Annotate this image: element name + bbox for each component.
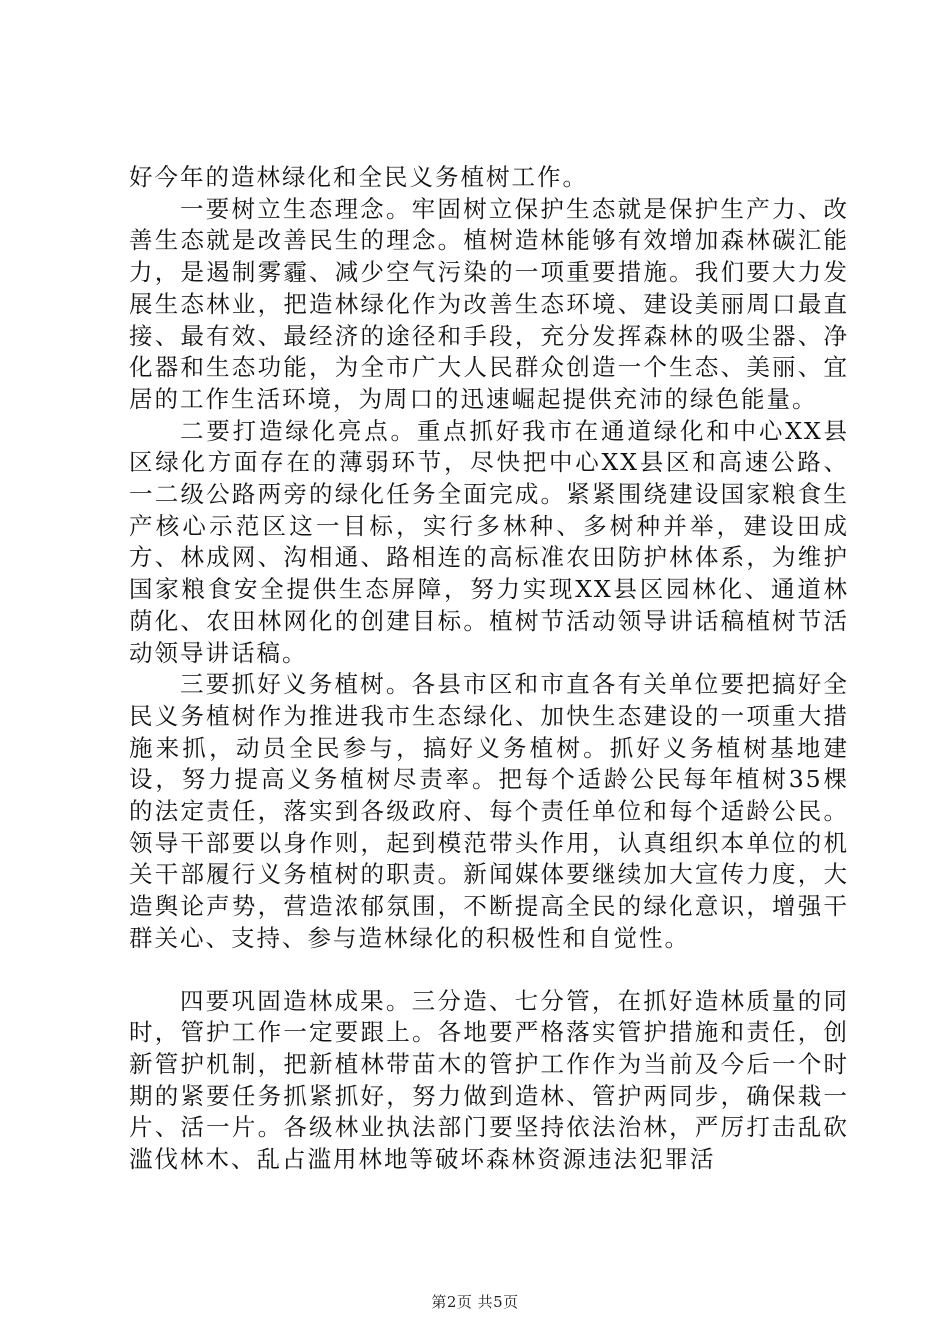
document-body <box>129 162 849 1176</box>
paragraph-greening-highlights: 二要打造绿化亮点。重点抓好我市在通道绿化和中心XX县区绿化方面存在的薄弱环节，尽快把中心XX县区和高速公路、一二级公路两旁的绿化任务全面完成。紧紧围绕建设国家粮食生产核心示范区这一目标，实行多林种、多树种并举，建设田成方、林成网、沟相通、路相连的高标准农田防护林体系，为维护国家粮食安全提供生态屏障，努力实现XX县区园林化、通道林荫化、农田林网化的创建目标。植树节活动领导讲话稿植树节活动领导讲话稿。 <box>129 416 849 667</box>
paragraph-voluntary-planting: 三要抓好义务植树。各县市区和市直各有关单位要把搞好全民义务植树作为推进我市生态绿化、加快生态建设的一项重大措施来抓，动员全民参与，搞好义务植树。抓好义务植树基地建设，努力提高义务植树尽责率。把每个适龄公民每年植树35棵的法定责任，落实到各级政府、每个责任单位和每个适龄公民。领导干部要以身作则，起到模范带头作用，认真组织本单位的机关干部履行义务植树的职责。新闻媒体要继续加大宣传力度，大造舆论声势，营造浓郁氛围，不断提高全民的绿化意识，增强干群关心、支持、参与造林绿化的积极性和自觉性。 <box>129 670 849 952</box>
paragraph-ecology-concept: 一要树立生态理念。牢固树立保护生态就是保护生产力、改善生态就是改善民生的理念。植树造林能够有效增加森林碳汇能力，是遏制雾霾、减少空气污染的一项重要措施。我们要大力发展生态林业，把造林绿化作为改善生态环境、建设美丽周口最直接、最有效、最经济的途径和手段，充分发挥森林的吸尘器、净化器和生态功能，为全市广大人民群众创造一个生态、美丽、宜居的工作生活环境，为周口的迅速崛起提供充沛的绿色能量。 <box>129 194 849 413</box>
page-footer <box>0 1292 950 1312</box>
paragraph-continuation: 好今年的造林绿化和全民义务植树工作。 <box>129 163 588 191</box>
page-number: 第2页 共5页 <box>431 1293 519 1311</box>
paragraph-consolidate-results: 四要巩固造林成果。三分造、七分管，在抓好造林质量的同时，管护工作一定要跟上。各地要严格落实管护措施和责任，创新管护机制，把新植林带苗木的管护工作作为当前及今后一个时期的紧要任务抓紧抓好，努力做到造林、管护两同步，确保栽一片、活一片。各级林业执法部门要坚持依法治林，严厉打击乱砍滥伐林木、乱占滥用林地等破坏森林资源违法犯罪活 <box>129 986 849 1174</box>
